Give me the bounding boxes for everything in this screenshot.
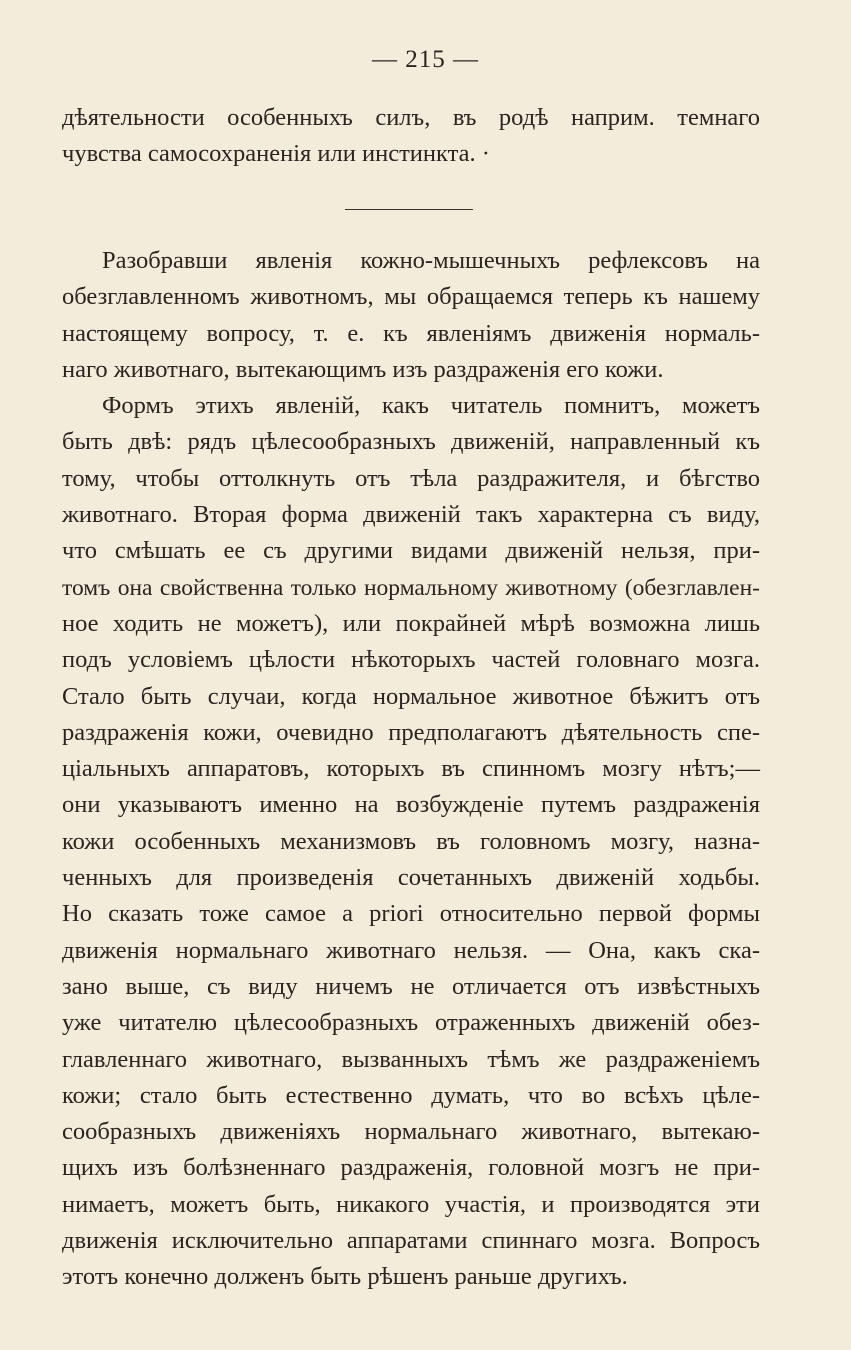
- text-line: быть двѣ: рядъ цѣлесообразныхъ движеній, направленный къ: [62, 428, 760, 456]
- text-line: уже читателю цѣлесообразныхъ отраженныхъ движеній обез-: [62, 1009, 760, 1037]
- text-line: раздраженія кожи, очевидно предполагаютъ дѣятельность спе-: [62, 718, 760, 746]
- text-line: Но сказать тоже самое a priori относительно первой формы: [62, 900, 760, 928]
- text-line: этотъ конечно долженъ быть рѣшенъ раньше другихъ.: [62, 1263, 628, 1291]
- text-line: зано выше, съ виду ничемъ не отличается отъ извѣстныхъ: [62, 972, 760, 1000]
- paragraph: [62, 243, 760, 388]
- text-line: главленнаго животнаго, вызванныхъ тѣмъ же раздраженіемъ: [62, 1045, 760, 1073]
- text-line: наго животнаго, вытекающимъ изъ раздраженія его кожи.: [62, 355, 664, 383]
- text-line: движенія исключительно аппаратами спиннаго мозга. Вопросъ: [62, 1227, 760, 1255]
- page-number: — 215 —: [372, 46, 479, 73]
- text-line: ціальныхъ аппаратовъ, которыхъ въ спинномъ мозгу нѣтъ;—: [62, 755, 760, 783]
- text-line: движенія нормальнаго животнаго нельзя. — Она, какъ ска-: [62, 936, 760, 964]
- text-line: что смѣшать ее съ другими видами движеній нельзя, при-: [62, 537, 760, 565]
- text-line: дѣятельности особенныхъ силъ, въ родѣ наприм. темнаго: [62, 104, 760, 131]
- text-line: обезглавленномъ животномъ, мы обращаемся теперь къ нашему: [62, 283, 760, 311]
- continued-paragraph: [62, 100, 760, 173]
- text-line: щихъ изъ болѣзненнаго раздраженія, головной мозгъ не при-: [62, 1154, 760, 1182]
- text-line: ченныхъ для произведенія сочетанныхъ движеній ходьбы.: [62, 864, 760, 892]
- text-line: ное ходить не можетъ), или покрайней мѣрѣ возможна лишь: [62, 609, 760, 637]
- text-line: Стало быть случаи, когда нормальное животное бѣжитъ отъ: [62, 682, 760, 710]
- text-line: Формъ этихъ явленій, какъ читатель помнитъ, можетъ: [102, 392, 760, 420]
- text-line: нимаетъ, можетъ быть, никакого участія, и производятся эти: [62, 1190, 760, 1218]
- section-divider: [345, 209, 473, 210]
- paragraph: [62, 388, 760, 1295]
- text-line: тому, чтобы оттолкнуть отъ тѣла раздражителя, и бѣгство: [62, 464, 760, 492]
- text-line: чувства самосохраненія или инстинкта. ·: [62, 140, 490, 168]
- text-line: сообразныхъ движеніяхъ нормальнаго животнаго, вытекаю-: [62, 1118, 760, 1146]
- text-line: настоящему вопросу, т. е. къ явленіямъ движенія нормаль-: [62, 319, 760, 347]
- text-line: кожи особенныхъ механизмовъ въ головномъ мозгу, назна-: [62, 827, 760, 855]
- text-line: подъ условіемъ цѣлости нѣкоторыхъ частей головнаго мозга.: [62, 646, 760, 674]
- text-line: они указываютъ именно на возбужденіе путемъ раздраженія: [62, 791, 760, 819]
- text-line: Разобравши явленія кожно-мышечныхъ рефлексовъ на: [102, 247, 760, 274]
- section-body: [62, 243, 760, 1296]
- text-line: животнаго. Вторая форма движеній такъ характерна съ виду,: [62, 501, 760, 529]
- text-line: кожи; стало быть естественно думать, что во всѣхъ цѣле-: [62, 1081, 760, 1109]
- text-line: томъ она свойственна только нормальному животному (обезглавлен-: [62, 574, 760, 601]
